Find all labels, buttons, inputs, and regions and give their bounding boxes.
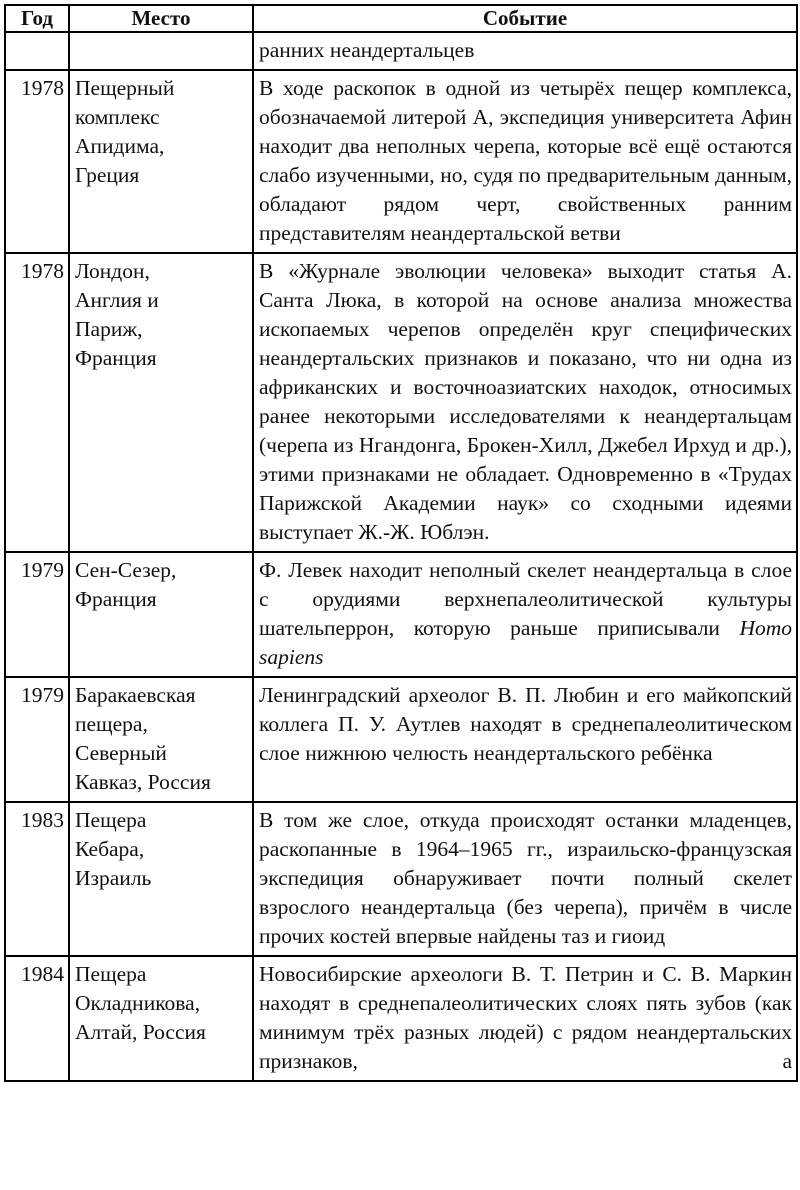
table-row — [5, 802, 797, 956]
place-line: Кавказ, Россия — [75, 770, 211, 794]
table-row — [5, 552, 797, 677]
place-line: Израиль — [75, 866, 152, 890]
cell-event: ранних неандертальцев — [253, 32, 797, 70]
cell-event — [253, 552, 797, 677]
place-line: Алтай, Россия — [75, 1020, 206, 1044]
place-line: Сен-Сезер, — [75, 558, 177, 582]
cell-event: В «Журнале эволюции человека» выходит статья А. Санта Люка, в которой на основе анализа множества ископаемых черепов определён круг специфических неандертальских признаков и показано, что ни одна из африканских и восточноазиатских находок, относимых ранее некоторыми исследователями к неандертальцам (черепа из Нгандонга, Брокен-Хилл, Джебел Ирхуд и др.), этими признаками не обладает. Одновременно в «Трудах Парижской Академии наук» со сходными идеями выступает Ж.-Ж. Юблэн. — [253, 253, 797, 552]
place-line: Кебара, — [75, 837, 145, 861]
event-text: Ф. Левек находит неполный скелет неандертальца в слое с орудиями верхнепалеолитической культуры шательперрон, которую раньше приписывали — [259, 558, 792, 640]
table-row-continuation — [5, 32, 797, 70]
place-line: пещера, — [75, 712, 148, 736]
header-place: Место — [69, 5, 253, 32]
cell-year: 1979 — [5, 677, 69, 802]
place-line: Пещерный — [75, 76, 175, 100]
cell-place — [69, 802, 253, 956]
cell-event: Ленинградский археолог В. П. Любин и его майкопский коллега П. У. Аутлев находят в среднепалеолитическом слое нижнюю челюсть неандертальского ребёнка — [253, 677, 797, 802]
cell-year: 1979 — [5, 552, 69, 677]
cell-year — [5, 32, 69, 70]
place-line: Окладникова, — [75, 991, 201, 1015]
place-line: Греция — [75, 163, 140, 187]
place-line: Лондон, — [75, 259, 150, 283]
table-row — [5, 253, 797, 552]
table-row — [5, 956, 797, 1081]
header-row — [5, 5, 797, 32]
cell-place — [69, 32, 253, 70]
cell-place — [69, 552, 253, 677]
cell-place — [69, 253, 253, 552]
event-latin-name: Homo sapiens — [259, 616, 793, 669]
place-line: Франция — [75, 587, 157, 611]
cell-year: 1983 — [5, 802, 69, 956]
table-row — [5, 677, 797, 802]
place-line: Апидима, — [75, 134, 165, 158]
cell-event: Новосибирские археологи В. Т. Петрин и С. В. Маркин находят в среднепалеолитических слоях пять зубов (как минимум трёх разных людей) с рядом неандертальских признаков, а — [253, 956, 797, 1081]
place-line: Пещера — [75, 962, 147, 986]
cell-place — [69, 956, 253, 1081]
place-line: Северный — [75, 741, 167, 765]
table-row — [5, 70, 797, 253]
cell-year: 1978 — [5, 253, 69, 552]
place-line: Англия и — [75, 288, 159, 312]
timeline-table — [4, 4, 798, 1082]
place-line: Париж, — [75, 317, 143, 341]
place-line: комплекс — [75, 105, 160, 129]
cell-place — [69, 677, 253, 802]
cell-place — [69, 70, 253, 253]
place-line: Баракаевская — [75, 683, 196, 707]
cell-year: 1978 — [5, 70, 69, 253]
cell-event: В ходе раскопок в одной из четырёх пещер комплекса, обозначаемой литерой А, экспедиция университета Афин находит два неполных черепа, которые всё ещё остаются слабо изученными, но, судя по предварительным данным, обладают рядом черт, свойственных ранним представителям неандертальской ветви — [253, 70, 797, 253]
place-line: Пещера — [75, 808, 147, 832]
place-line: Франция — [75, 346, 157, 370]
header-event: Событие — [253, 5, 797, 32]
header-year: Год — [5, 5, 69, 32]
cell-year: 1984 — [5, 956, 69, 1081]
cell-event: В том же слое, откуда происходят останки младенцев, раскопанные в 1964–1965 гг., израильско-французская экспедиция обнаруживает почти полный скелет взрослого неандертальца (без черепа), причём в числе прочих костей впервые найдены таз и гиоид — [253, 802, 797, 956]
